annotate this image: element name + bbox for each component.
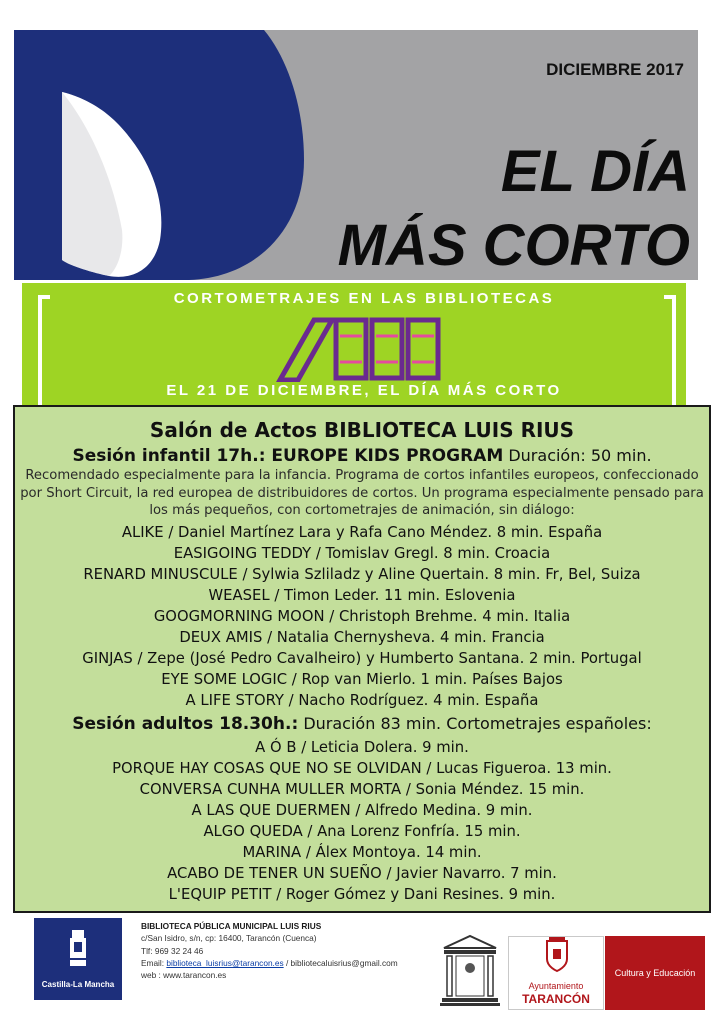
kids-session-title: Sesión infantil 17h.: EUROPE KIDS PROGRAM (72, 446, 504, 466)
kids-session-duration: Duración: 50 min. (508, 446, 652, 465)
library-email-line (141, 957, 398, 969)
list-item (15, 779, 709, 800)
film-credits: / Sonia Méndez. 15 min. (401, 780, 585, 798)
title-line-2: MÁS CORTO (337, 213, 690, 278)
film-credits: / Zepe (José Pedro Cavalheiro) y Humberto Santana. 2 min. Portugal (132, 649, 642, 667)
town-label: TARANCÓN (522, 992, 590, 1006)
library-emblem-logo (438, 934, 502, 1008)
library-address: c/San Isidro, s/n, cp: 16400, Tarancón (Cuenca) (141, 933, 317, 944)
program-box (13, 405, 711, 913)
kids-film-list (15, 522, 709, 711)
library-name: BIBLIOTECA PÚBLICA MUNICIPAL LUIS RIUS (141, 921, 322, 931)
list-item (15, 737, 709, 758)
film-title: L'EQUIP PETIT (168, 885, 272, 903)
list-item (15, 842, 709, 863)
list-item (15, 863, 709, 884)
list-item (15, 821, 709, 842)
film-credits: / Leticia Dolera. 9 min. (296, 738, 469, 756)
kids-session-description: Recomendado especialmente para la infancia. Programa de cortos infantiles europeos, confeccionado por Short Circuit, la red europea de distribuidores de cortos. Un programa especialmente pensado para los más pequeños, con cortometrajes de animación, sin diálogo: (20, 468, 704, 518)
department-label: Cultura y Educación (605, 936, 705, 1010)
region-label: Castilla-La Mancha (41, 980, 115, 989)
adult-film-list (15, 737, 709, 905)
email-label: Email: (141, 957, 167, 968)
film-credits: / Javier Navarro. 7 min. (381, 864, 557, 882)
castilla-la-mancha-logo (34, 918, 122, 1000)
film-title: PORQUE HAY COSAS QUE NO SE OLVIDAN (112, 759, 422, 777)
film-title: CONVERSA CUNHA MULLER MORTA (139, 780, 402, 798)
film-credits: / Álex Montoya. 14 min. (301, 843, 482, 861)
list-item (15, 627, 709, 648)
list-item (15, 669, 709, 690)
film-credits: / Nacho Rodríguez. 4 min. España (283, 691, 539, 709)
film-title: WEASEL (208, 586, 270, 604)
page-title (338, 135, 690, 283)
list-item (15, 585, 709, 606)
list-item (15, 884, 709, 905)
banner-bottom-text: EL 21 DE DICIEMBRE, EL DÍA MÁS CORTO (166, 382, 562, 399)
film-title: GOOGMORNING MOON (153, 607, 325, 625)
list-item (15, 758, 709, 779)
venue-heading: Salón de Actos BIBLIOTECA LUIS RIUS (149, 418, 575, 442)
film-title: DEUX AMIS (179, 628, 263, 646)
film-credits: / Lucas Figueroa. 13 min. (421, 759, 612, 777)
books-illustration (276, 314, 456, 382)
ayuntamiento-tarancon-logo (508, 936, 604, 1010)
kids-session-heading (15, 445, 709, 467)
film-title: EASIGOING TEDDY (173, 544, 312, 562)
film-credits: / Sylwia Szliladz y Aline Quertain. 8 min. Fr, Bel, Suiza (237, 565, 641, 583)
film-credits: / Timon Leder. 11 min. Eslovenia (269, 586, 516, 604)
film-title: A LIFE STORY (185, 691, 284, 709)
film-title: GINJAS (82, 649, 133, 667)
adult-session-details: Duración 83 min. Cortometrajes españoles: (298, 713, 652, 733)
list-item (15, 543, 709, 564)
adult-session-title: Sesión adultos 18.30h.: (72, 713, 299, 734)
list-item (15, 606, 709, 627)
ayuntamiento-label: Ayuntamiento (528, 981, 584, 991)
library-contact (141, 920, 398, 981)
film-title: ACABO DE TENER UN SUEÑO (167, 864, 382, 882)
film-title: RENARD MINUSCULE (83, 565, 238, 583)
email-link[interactable]: biblioteca_luisrius@tarancon.es (166, 957, 284, 968)
film-title: A Ó B (255, 738, 297, 756)
film-title: EYE SOME LOGIC (161, 670, 288, 688)
list-item (15, 690, 709, 711)
film-credits: / Ana Lorenz Fonfría. 15 min. (302, 822, 521, 840)
list-item (15, 564, 709, 585)
town-crest-icon (509, 937, 605, 977)
adult-session-heading (15, 713, 709, 735)
library-web: web : www.tarancon.es (141, 970, 227, 981)
crest-icon (34, 918, 122, 978)
banner-top-text: CORTOMETRAJES EN LAS BIBLIOTECAS (173, 290, 555, 307)
film-title: ALIKE (121, 523, 164, 541)
library-logo (14, 30, 304, 280)
film-credits: / Alfredo Medina. 9 min. (350, 801, 533, 819)
title-line-1: EL DÍA (500, 139, 690, 204)
film-title: A LAS QUE DUERMEN (191, 801, 351, 819)
film-credits: / Natalia Chernysheva. 4 min. Francia (262, 628, 545, 646)
film-credits: / Roger Gómez y Dani Resines. 9 min. (271, 885, 556, 903)
film-credits: / Tomislav Gregl. 8 min. Croacia (311, 544, 551, 562)
film-title: ALGO QUEDA (203, 822, 303, 840)
list-item (15, 800, 709, 821)
film-credits: / Daniel Martínez Lara y Rafa Cano Méndez. 8 min. España (163, 523, 603, 541)
film-credits: / Christoph Brehme. 4 min. Italia (324, 607, 571, 625)
library-phone: Tlf: 969 32 24 46 (141, 945, 204, 956)
issue-date: DICIEMBRE 2017 (546, 60, 684, 79)
film-title: MARINA (242, 843, 302, 861)
email-secondary: / bibliotecaluisrius@gmail.com (283, 957, 398, 968)
film-credits: / Rop van Mierlo. 1 min. Países Bajos (287, 670, 563, 688)
list-item (15, 648, 709, 669)
list-item (15, 522, 709, 543)
